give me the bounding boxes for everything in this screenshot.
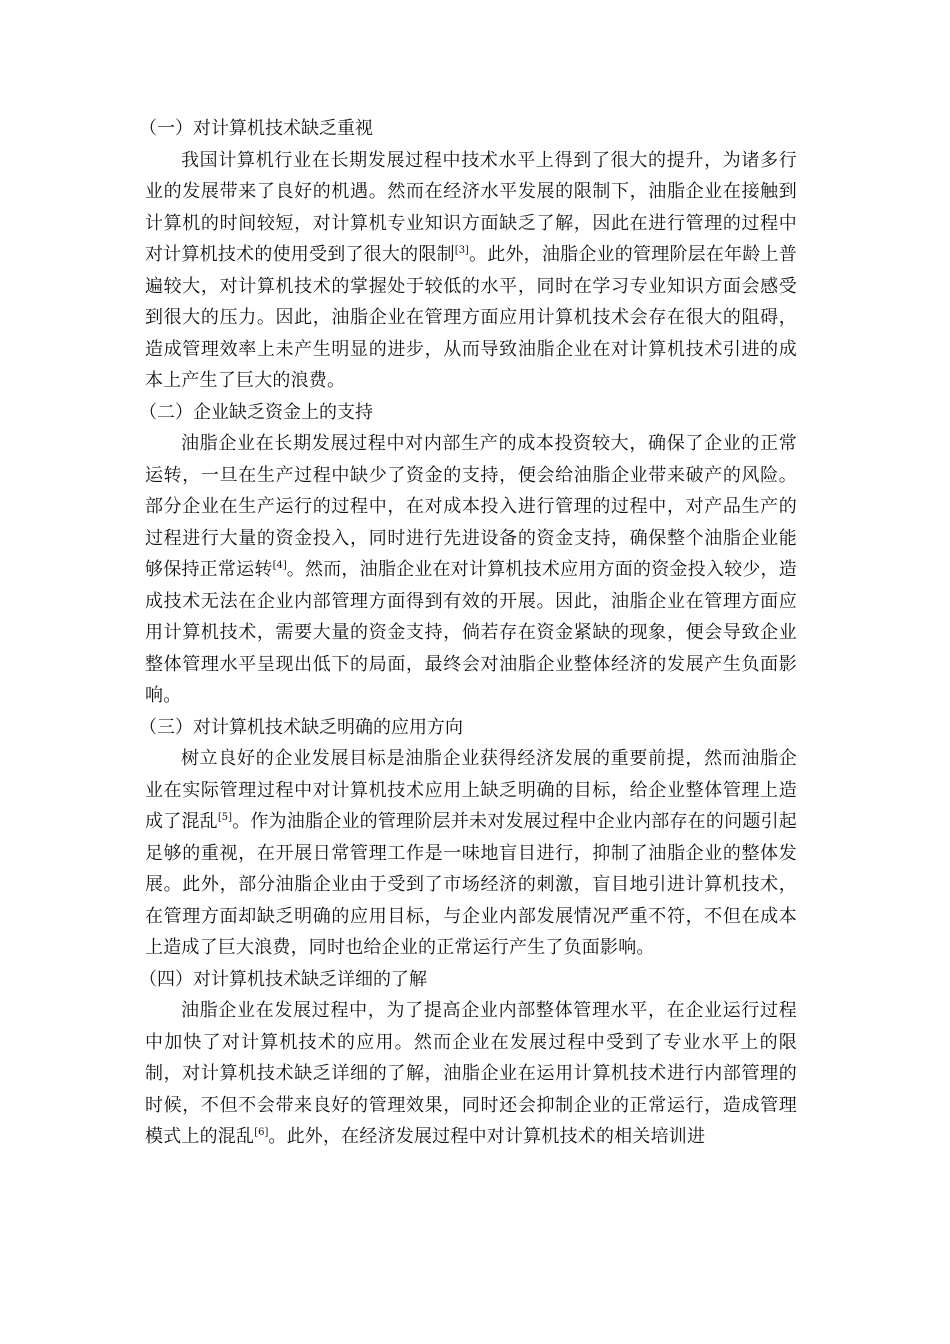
text-run: 。作为油脂企业的管理阶层并未对发展过程中企业内部存在的问题引起足够的重视，在开展日常管理工作是一味地盲目进行，抑制了油脂企业的整体发展。此外，部分油脂企业由于受到了市场经济的刺激，盲目地引进计算机技术，在管理方面却缺乏明确的应用目标，与企业内部发展情况严重不符，不但在成本上造成了巨大浪费，同时也给企业的正常运行产生了负面影响。 (145, 811, 797, 958)
section-paragraph-2 (145, 428, 797, 712)
text-run: 树立良好的企业发展目标是油脂企业获得经济发展的重要前提，然而油脂企业在实际管理过程中对计算机技术应用上缺乏明确的目标，给企业整体管理上造成了混乱 (145, 748, 797, 832)
text-run: 。此外，油脂企业的管理阶层在年龄上普遍较大，对计算机技术的掌握处于较低的水平，同时在学习专业知识方面会感受到很大的压力。因此，油脂企业在管理方面应用计算机技术会存在很大的阻碍，造成管理效率上未产生明显的进步，从而导致油脂企业在对计算机技术引进的成本上产生了巨大的浪费。 (145, 244, 797, 391)
section-heading-2: （二）企业缺乏资金上的支持 (139, 401, 373, 423)
text-run: 我国计算机行业在长期发展过程中技术水平上得到了很大的提升，为诸多行业的发展带来了良好的机遇。然而在经济水平发展的限制下，油脂企业在接触到计算机的时间较短，对计算机专业知识方面缺乏了解，因此在进行管理的过程中对计算机技术的使用受到了很大的限制 (145, 149, 797, 265)
text-run: 油脂企业在发展过程中，为了提高企业内部整体管理水平，在企业运行过程中加快了对计算机技术的应用。然而企业在发展过程中受到了专业水平上的限制，对计算机技术缺乏详细的了解，油脂企业在运用计算机技术进行内部管理的时候，不但不会带来良好的管理效果，同时还会抑制企业的正常运行，造成管理模式上的混乱 (145, 1000, 797, 1147)
document-page (139, 113, 797, 1153)
citation-ref-3[interactable]: [3] (454, 245, 469, 256)
text-run: 。此外，在经济发展过程中对计算机技术的相关培训进 (268, 1126, 706, 1147)
citation-ref-4[interactable]: [4] (272, 560, 287, 571)
section-paragraph-3 (145, 743, 797, 964)
section-heading-1: （一）对计算机技术缺乏重视 (139, 118, 373, 139)
section-heading-4: （四）对计算机技术缺乏详细的了解 (139, 968, 427, 990)
section-paragraph-4 (145, 995, 797, 1153)
section-paragraph-1 (145, 145, 797, 397)
citation-ref-5[interactable]: [5] (217, 812, 233, 823)
text-run: 。然而，油脂企业在对计算机技术应用方面的资金投入较少，造成技术无法在企业内部管理方面得到有效的开展。因此，油脂企业在管理方面应用计算机技术，需要大量的资金支持，倘若存在资金紧缺的现象，便会导致企业整体管理水平呈现出低下的局面，最终会对油脂企业整体经济的发展产生负面影响。 (145, 559, 797, 706)
citation-ref-6[interactable]: [6] (254, 1127, 269, 1138)
text-run: 油脂企业在长期发展过程中对内部生产的成本投资较大，确保了企业的正常运转，一旦在生产过程中缺少了资金的支持，便会给油脂企业带来破产的风险。部分企业在生产运行的过程中，在对成本投入进行管理的过程中，对产品生产的过程进行大量的资金投入，同时进行先进设备的资金支持，确保整个油脂企业能够保持正常运转 (145, 433, 797, 580)
section-heading-3: （三）对计算机技术缺乏明确的应用方向 (139, 716, 463, 738)
